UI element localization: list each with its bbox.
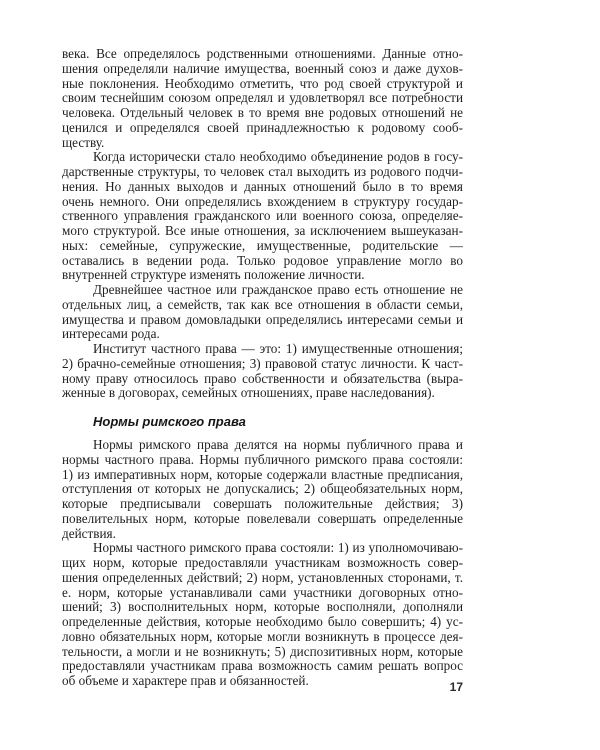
paragraph-institute-of-private-law: Институт частного права — это: 1) имущественные отношения; 2) брачно-семейные отношения; 3) правовой статус личности. К частному праву относилось право собственности и обязательства (выраженные в договорах, семейных отношениях, праве наследования). [62, 341, 463, 401]
book-page-body [62, 47, 463, 689]
page-number: 17 [449, 680, 463, 694]
paragraph-continuation: века. Все определялось родственными отношениями. Данные отношения определяли наличие имущества, военный союз и даже духовные поклонения. Необходимо отметить, что род своей структурой и своим теснейшим союзом определял и удовлетворял все потребности человека. Отдельный человек в то время вне родовых отношений не ценился и определялся своей принадлежностью к родовому сообществу. [62, 46, 463, 150]
paragraph-private-law-norms: Нормы частного римского права состояли: 1) из уполномочивающих норм, которые предоставляли участникам возможность совершения определенных действий; 2) норм, установленных сторонами, т. е. норм, которые устанавливали сами участники договорных отношений; 3) восполнительных норм, которые восполняли, дополняли определенные действия, которые необходимо было совершить; 4) условно обязательных норм, которые могли возникнуть в процессе деятельности, а могли и не возникнуть; 5) диспозитивных норм, которые предоставляли участникам права возможность самим решать вопрос об объеме и характере прав и обязанностей. [62, 540, 463, 688]
paragraph-ancient-private-law: Древнейшее частное или гражданское право есть отношение не отдельных лиц, а семейств, так как все отношения в области семьи, имущества и правом домовладыки определялись интересами семьи и интересами рода. [62, 282, 463, 342]
section-heading: Нормы римского права [93, 414, 246, 429]
paragraph-state-structures: Когда исторически стало необходимо объединение родов в государственные структуры, то человек стал выходить из родового подчинения. Но данных выходов и данных отношений было в то время очень немного. Они определялись вхождением в структуру государственного управления гражданского или военного союза, определяемого структурой. Все иные отношения, за исключением вышеуказанных: семейные, супружеские, имущественные, родительские — оставались в ведении рода. Только родовое управление могло во внутренней структуре изменять положение личности. [62, 149, 463, 283]
paragraph-public-law-norms: Нормы римского права делятся на нормы публичного права и нормы частного права. Нормы публичного римского права состояли: 1) из императивных норм, которые содержали властные предписания, отступления от которых не допускались; 2) общеобязательных норм, которые предписывали совершать положительные действия; 3) повелительных норм, которые повелевали совершать определенные действия. [62, 437, 463, 541]
